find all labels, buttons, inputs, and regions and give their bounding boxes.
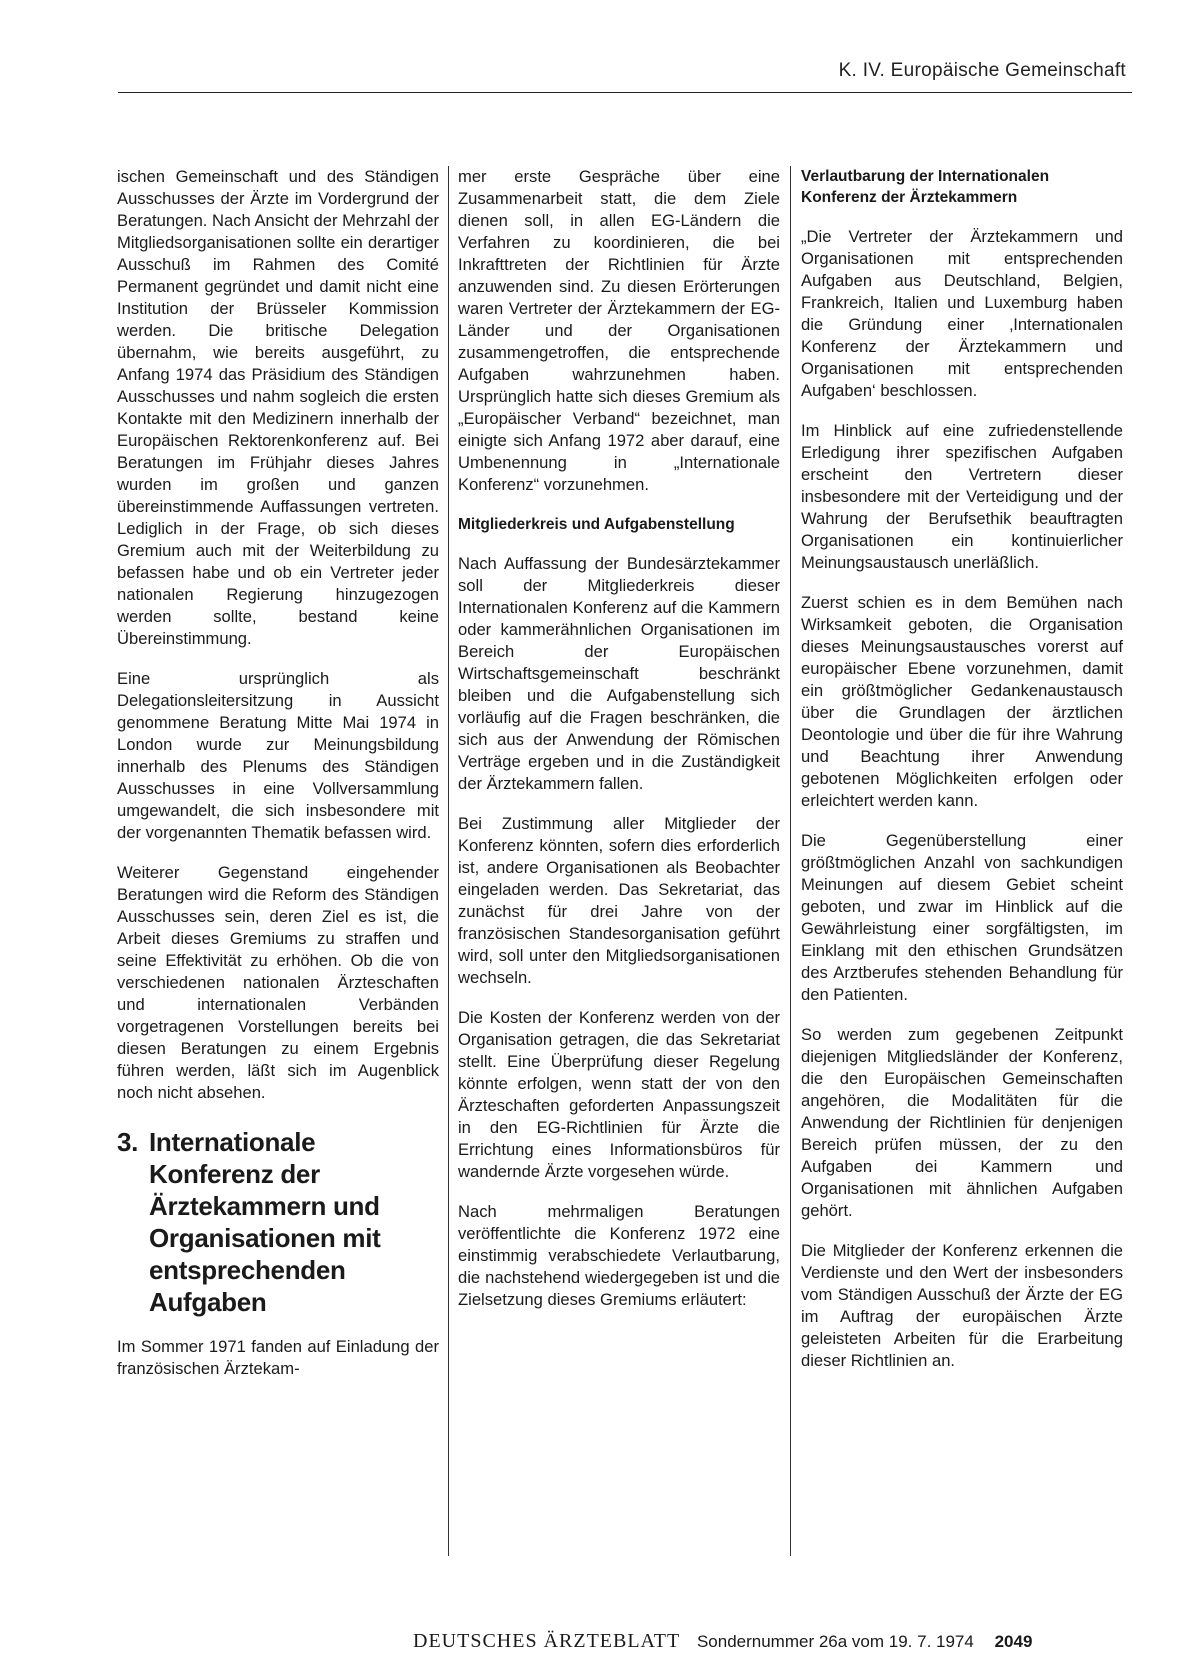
header-rule xyxy=(118,92,1132,93)
subheading: Verlautbarung der Internationalen Konferenz der Ärztekammern xyxy=(801,168,1050,206)
page-number: 2049 xyxy=(994,1632,1033,1651)
paragraph: mer erste Gespräche über eine Zusammenarbeit statt, die dem Ziele dienen soll, in allen EG-Ländern die Verfahren zu koordinieren, die bei Inkrafttreten der Richtlinien für Ärzte anzuwenden sind. Zu diesen Erörterungen waren Vertreter der Ärztekammern der EG-Länder und der Organisationen zusammengetroffen, die entsprechende Aufgaben wahrzunehmen haben. Ursprünglich hatte sich dieses Gremium als „Europäischer Verband“ bezeichnet, man einigte sich Anfang 1972 aber darauf, eine Umbenennung in „Internationale Konferenz“ vorzunehmen. xyxy=(458,167,780,494)
page-footer xyxy=(413,1630,1133,1653)
header-section-title: K. IV. Europäische Gemeinschaft xyxy=(838,60,1126,81)
running-header xyxy=(118,60,1132,100)
section-heading-text: Internationale Konferenz der Ärztekammern und Organisationen mit entsprechenden Aufgaben xyxy=(149,1127,381,1317)
journal-name: DEUTSCHES ÄRZTEBLATT xyxy=(413,1630,681,1652)
paragraph: Die Kosten der Konferenz werden von der Organisation getragen, die das Sekretariat stellt. Eine Überprüfung dieser Regelung könnte erfolgen, wenn statt der von den Ärzteschaften geforderten Anpassungszeit in den EG-Richtlinien für Ärzte die Errichtung eines Informationsbüros für wandernde Ärzte vorgesehen würde. xyxy=(458,1008,780,1181)
paragraph: Im Sommer 1971 fanden auf Einladung der französischen Ärztekam- xyxy=(117,1337,439,1378)
column-2 xyxy=(458,166,780,1329)
issue-info: Sondernummer 26a vom 19. 7. 1974 xyxy=(696,1632,974,1651)
column-1 xyxy=(117,166,439,1398)
paragraph: Bei Zustimmung aller Mitglieder der Konferenz könnten, sofern dies erforderlich ist, andere Organisationen als Beobachter eingeladen werden. Das Sekretariat, das zunächst für drei Jahre von der französischen Standesorganisation geführt wird, soll unter den Mitgliedsorganisationen wechseln. xyxy=(458,814,780,987)
column-divider-1 xyxy=(448,166,449,1556)
paragraph: Zuerst schien es in dem Bemühen nach Wirksamkeit geboten, die Organisation dieses Meinungsaustausches vorerst auf europäischer Ebene vorzunehmen, damit ein größtmöglicher Gedankenaustausch über die Grundlagen der ärztlichen Deontologie und über die für ihre Wahrung und Beachtung ihrer Anwendung gebotenen Möglichkeiten erfolgen oder erleichtert werden kann. xyxy=(801,593,1123,810)
paragraph: ischen Gemeinschaft und des Ständigen Ausschusses der Ärzte im Vordergrund der Beratungen. Nach Ansicht der Mehrzahl der Mitgliedsorganisationen sollte ein derartiger Ausschuß im Rahmen des Comité Permanent gegründet und damit nicht eine Institution der Brüsseler Kommission werden. Die britische Delegation übernahm, wie bereits ausgeführt, zu Anfang 1974 das Präsidium des Ständigen Ausschusses und nahm sogleich die ersten Kontakte mit den Medizinern innerhalb der Europäischen Rektorenkonferenz auf. Bei Beratungen im Frühjahr dieses Jahres wurden im großen und ganzen übereinstimmende Auffassungen vertreten. Lediglich in der Frage, ob sich dieses Gremium auch mit der Weiterbildung zu befassen habe und ob ein Vertreter jeder nationalen Regierung hinzugezogen werden sollte, bestand keine Übereinstimmung. xyxy=(117,167,439,648)
subheading: Mitgliederkreis und Aufgabenstellung xyxy=(458,516,735,533)
paragraph: Weiterer Gegenstand eingehender Beratungen wird die Reform des Ständigen Ausschusses sein, deren Ziel es ist, die Arbeit dieses Gremiums zu straffen und seine Effektivität zu erhöhen. Ob die von verschiedenen nationalen Ärzteschaften und internationalen Verbänden vorgetragenen Vorstellungen bereits bei diesen Beratungen zu einem Ergebnis führen werden, läßt sich im Augenblick noch nicht absehen. xyxy=(117,863,439,1102)
column-3 xyxy=(801,166,1123,1390)
paragraph: „Die Vertreter der Ärztekammern und Organisationen mit entsprechenden Aufgaben aus Deutschland, Belgien, Frankreich, Italien und Luxemburg haben die Gründung einer ‚Internationalen Konferenz der Ärztekammern und Organisationen mit entsprechenden Aufgaben‘ beschlossen. xyxy=(801,227,1123,400)
paragraph: Die Mitglieder der Konferenz erkennen die Verdienste und den Wert der insbesonders vom Ständigen Ausschuß der Ärzte der EG im Auftrag der europäischen Ärzte geleisteten Arbeiten für die Erarbeitung dieser Richtlinien an. xyxy=(801,1241,1123,1370)
paragraph: Nach mehrmaligen Beratungen veröffentlichte die Konferenz 1972 eine einstimmig verabschiedete Verlautbarung, die nachstehend wiedergegeben ist und die Zielsetzung dieses Gremiums erläutert: xyxy=(458,1202,780,1309)
paragraph: Nach Auffassung der Bundesärztekammer soll der Mitgliederkreis dieser Internationalen Konferenz auf die Kammern oder kammerähnlichen Organisationen im Bereich der Europäischen Wirtschaftsgemeinschaft beschränkt bleiben und die Aufgabenstellung sich vorläufig auf die Fragen beschränken, die sich aus der Anwendung der Römischen Verträge ergeben und in die Zuständigkeit der Ärztekammern fallen. xyxy=(458,554,780,793)
section-number: 3. xyxy=(117,1127,139,1157)
column-divider-2 xyxy=(790,166,791,1556)
paragraph: Eine ursprünglich als Delegationsleitersitzung in Aussicht genommene Beratung Mitte Mai 1974 in London wurde zur Meinungsbildung innerhalb des Plenums des Ständigen Ausschusses in eine Vollversammlung umgewandelt, die sich insbesondere mit der vorgenannten Thematik befassen wird. xyxy=(117,669,439,842)
paragraph: Im Hinblick auf eine zufriedenstellende Erledigung ihrer spezifischen Aufgaben erscheint den Vertretern dieser insbesondere mit der Verteidigung und der Wahrung der Berufsethik beauftragten Organisationen ein kontinuierlicher Meinungsaustausch unerläßlich. xyxy=(801,421,1123,572)
paragraph: So werden zum gegebenen Zeitpunkt diejenigen Mitgliedsländer der Konferenz, die den Europäischen Gemeinschaften angehören, die Modalitäten für die Anwendung der Richtlinien für denjenigen Bereich prüfen müssen, der zu den Aufgaben dei Kammern und Organisationen mit ähnlichen Aufgaben gehört. xyxy=(801,1025,1123,1220)
section-heading xyxy=(117,1126,439,1318)
paragraph: Die Gegenüberstellung einer größtmöglichen Anzahl von sachkundigen Meinungen auf diesem Gebiet scheint geboten, und zwar im Hinblick auf die Gewährleistung einer sorgfältigsten, im Einklang mit den ethischen Grundsätzen des Arztberufes stehenden Behandlung für den Patienten. xyxy=(801,831,1123,1004)
